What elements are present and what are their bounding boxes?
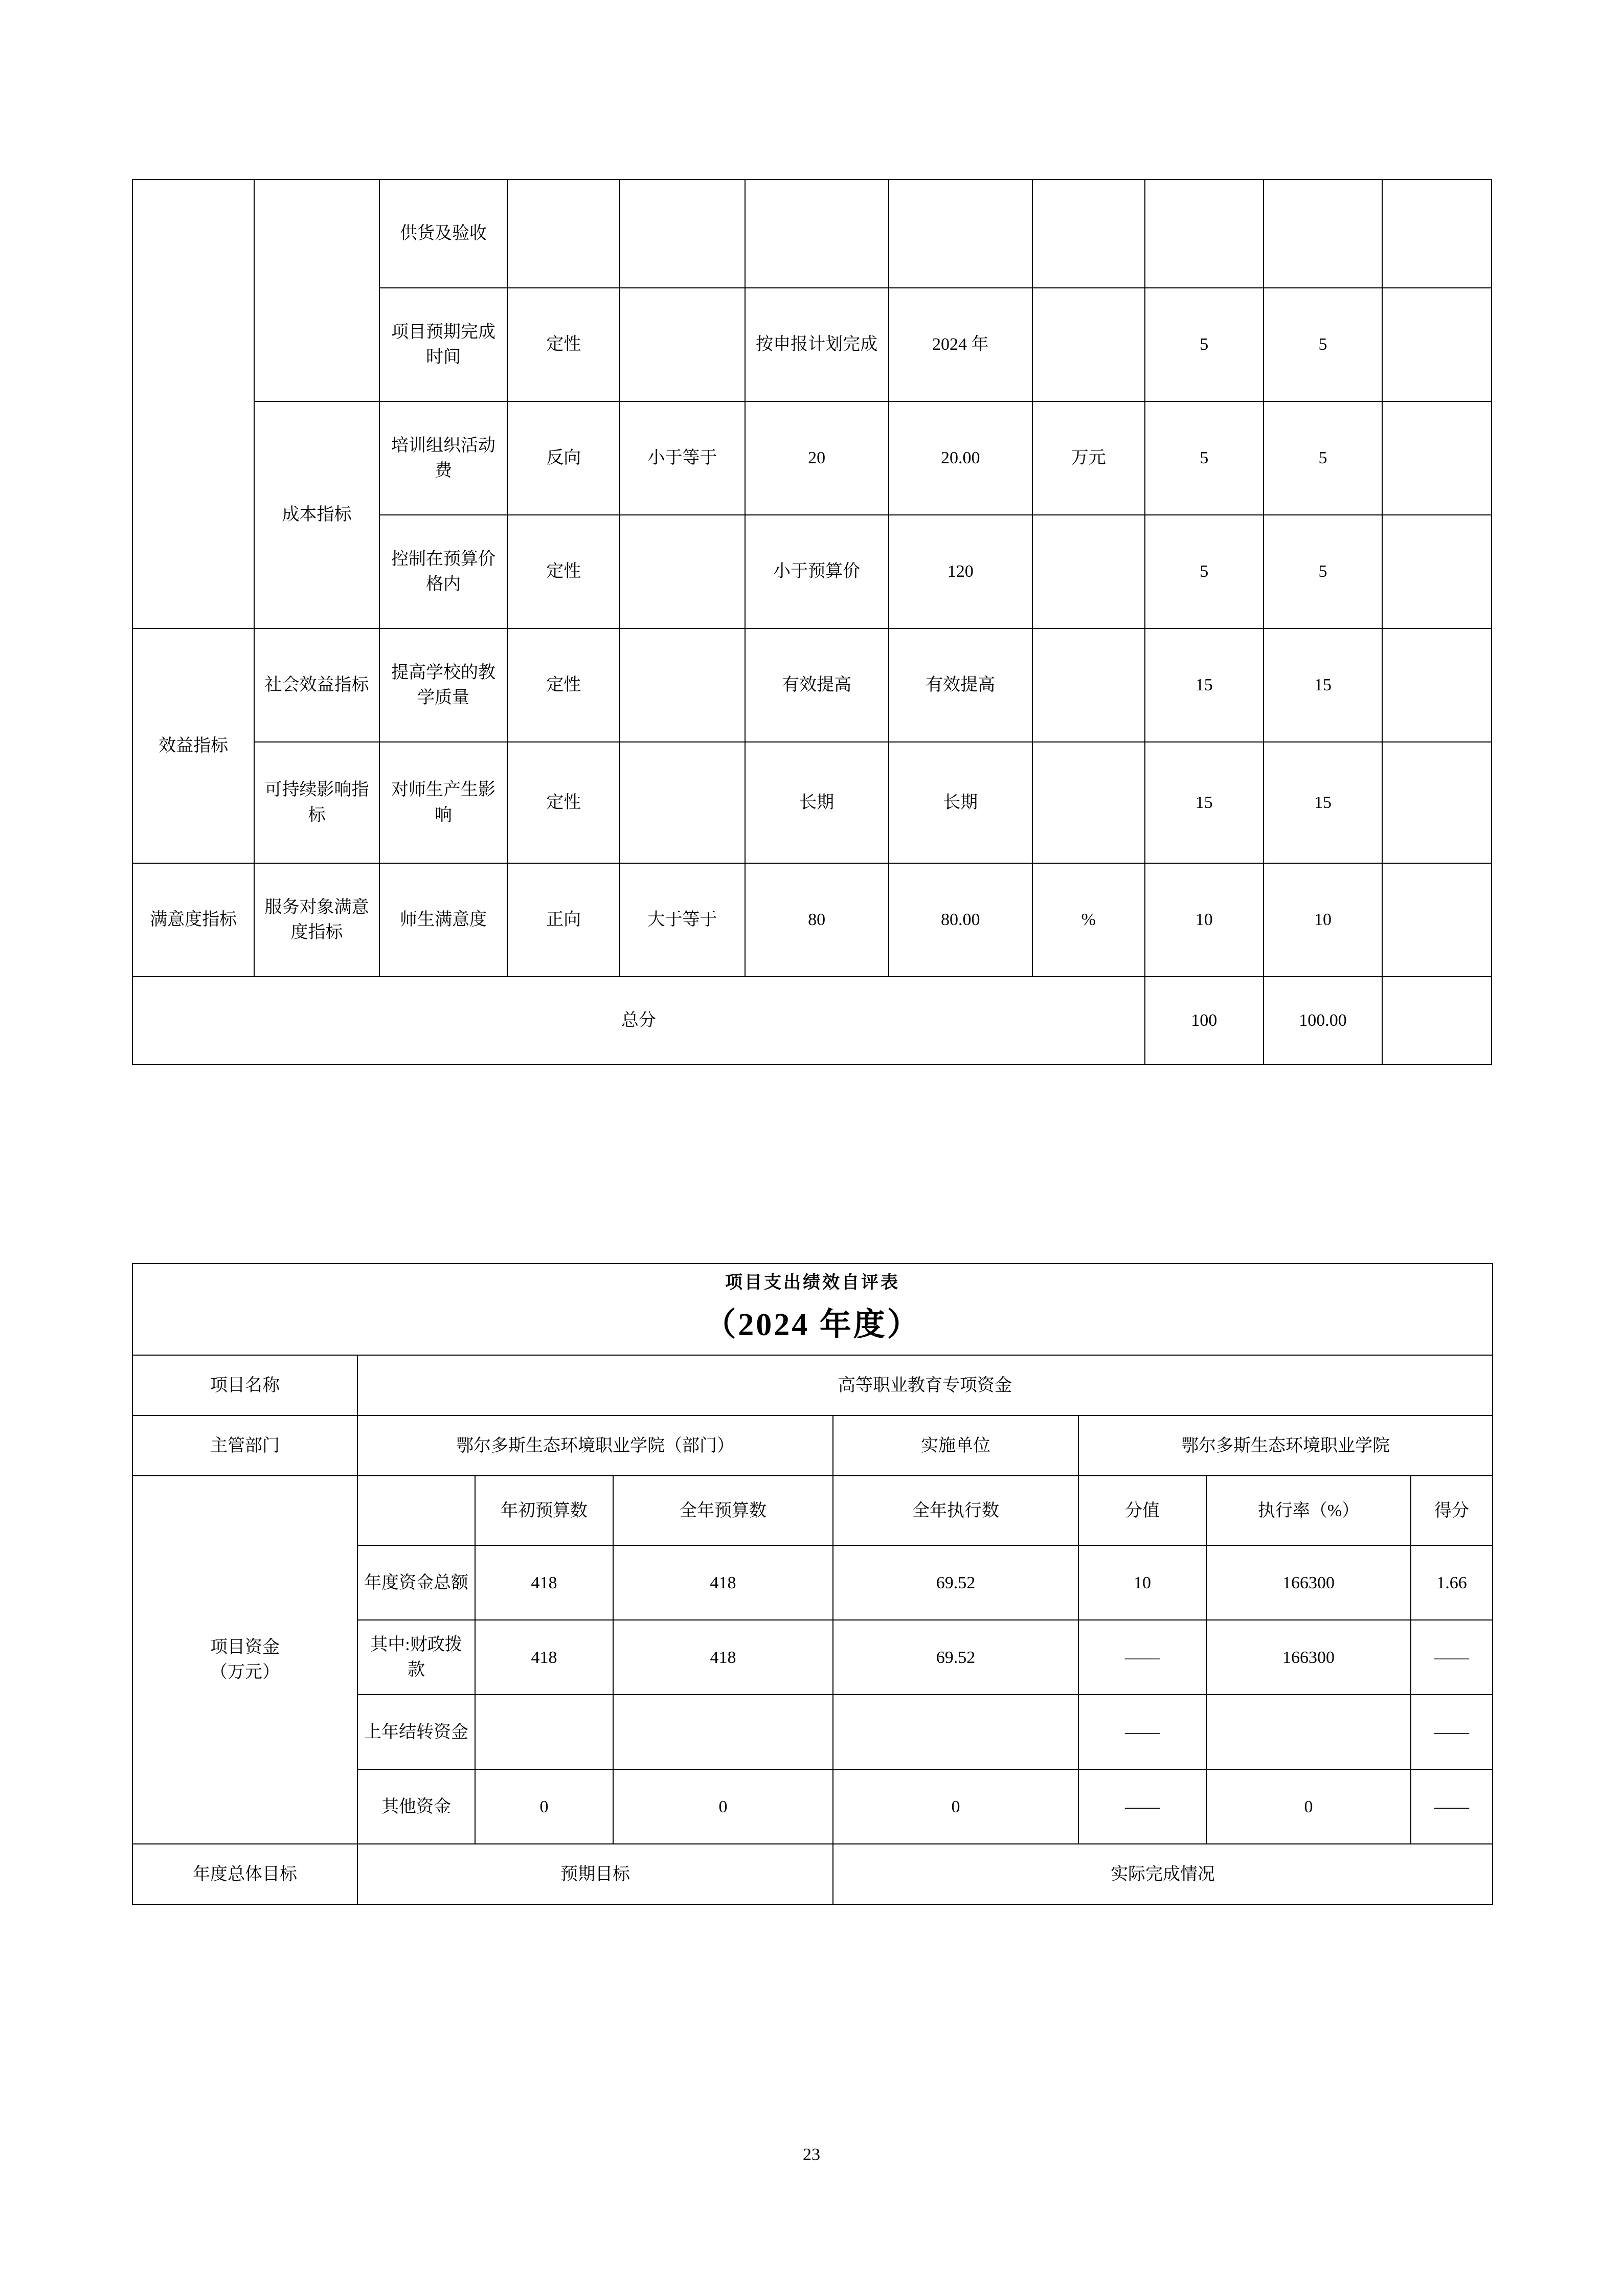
- cell-target: 80: [745, 863, 889, 977]
- cell-unit: [1032, 742, 1145, 863]
- fund-row-label: 其中:财政拨款: [357, 1620, 475, 1695]
- cell-subcategory: [254, 179, 379, 401]
- fund-row-label: 其他资金: [357, 1769, 475, 1844]
- table-row: [132, 863, 1492, 977]
- cell-score: 5: [1264, 515, 1382, 628]
- unit-value: 鄂尔多斯生态环境职业学院: [1078, 1415, 1493, 1476]
- cell-indicator-name: 控制在预算价格内: [379, 515, 508, 628]
- header-begin-budget: 年初预算数: [475, 1476, 613, 1545]
- total-actual-score: 100.00: [1264, 977, 1382, 1065]
- header-score-value: 分值: [1078, 1476, 1206, 1545]
- cell-unit: [1032, 515, 1145, 628]
- cell-subcategory: 可持续影响指标: [254, 742, 379, 863]
- cell-operator: [620, 628, 745, 742]
- cell-score: 15: [1264, 628, 1382, 742]
- cell-operator: 小于等于: [620, 401, 745, 515]
- fund-score: ——: [1411, 1695, 1493, 1769]
- fund-row-label: 年度资金总额: [357, 1545, 475, 1620]
- fund-year-budget: 0: [613, 1769, 833, 1844]
- fund-begin-budget: [475, 1695, 613, 1769]
- cell-score-value: 10: [1145, 863, 1264, 977]
- total-remark: [1382, 977, 1492, 1065]
- project-name-value: 高等职业教育专项资金: [357, 1355, 1493, 1415]
- cell-remark: [1382, 401, 1492, 515]
- title-line-2: （2024 年度）: [704, 1308, 921, 1343]
- title-line-1: 项目支出绩效自评表: [725, 1273, 900, 1292]
- funds-label-line-1: 项目资金: [210, 1637, 280, 1657]
- cell-indicator-name: 项目预期完成时间: [379, 288, 508, 401]
- table-row-total: [132, 977, 1492, 1065]
- cell-score-value: 15: [1145, 742, 1264, 863]
- cell-type: 定性: [507, 628, 620, 742]
- cell-subcategory: 成本指标: [254, 401, 379, 628]
- cell-subcategory: 社会效益指标: [254, 628, 379, 742]
- fund-score: ——: [1411, 1620, 1493, 1695]
- cell-type: 正向: [507, 863, 620, 977]
- indicator-table-container: [132, 179, 1492, 1065]
- cell-unit: 万元: [1032, 401, 1145, 515]
- header-year-budget: 全年预算数: [613, 1476, 833, 1545]
- cell-remark: [1382, 863, 1492, 977]
- fund-year-exec: 0: [833, 1769, 1078, 1844]
- fund-begin-budget: 418: [475, 1620, 613, 1695]
- table-row: [132, 401, 1492, 515]
- cell-actual: [889, 179, 1032, 288]
- cell-indicator-name: 提高学校的教学质量: [379, 628, 508, 742]
- cell-remark: [1382, 515, 1492, 628]
- table-row: [132, 179, 1492, 288]
- funds-header-row: [132, 1476, 1493, 1545]
- evaluation-table: [132, 1263, 1493, 1905]
- cell-score-value: 5: [1145, 401, 1264, 515]
- cell-remark: [1382, 179, 1492, 288]
- cell-operator: [620, 515, 745, 628]
- cell-remark: [1382, 628, 1492, 742]
- cell-operator: 大于等于: [620, 863, 745, 977]
- cell-type: 定性: [507, 288, 620, 401]
- cell-indicator-name: 对师生产生影响: [379, 742, 508, 863]
- fund-exec-rate: 166300: [1206, 1545, 1411, 1620]
- cell-actual: 20.00: [889, 401, 1032, 515]
- fund-year-budget: [613, 1695, 833, 1769]
- cell-actual: 80.00: [889, 863, 1032, 977]
- fund-year-budget: 418: [613, 1620, 833, 1695]
- fund-score-value: ——: [1078, 1769, 1206, 1844]
- fund-year-budget: 418: [613, 1545, 833, 1620]
- dept-label: 主管部门: [132, 1415, 357, 1476]
- cell-target: 按申报计划完成: [745, 288, 889, 401]
- overall-goal-row: [132, 1844, 1493, 1904]
- cell-score-value: [1145, 179, 1264, 288]
- cell-operator: [620, 179, 745, 288]
- cell-category: [132, 179, 254, 628]
- cell-score-value: 15: [1145, 628, 1264, 742]
- fund-begin-budget: 418: [475, 1545, 613, 1620]
- cell-unit: %: [1032, 863, 1145, 977]
- evaluation-table-container: [132, 1263, 1492, 1905]
- total-score-value: 100: [1145, 977, 1264, 1065]
- cell-category: 满意度指标: [132, 863, 254, 977]
- cell-subcategory: 服务对象满意度指标: [254, 863, 379, 977]
- table-row: [132, 628, 1492, 742]
- project-name-row: [132, 1355, 1493, 1415]
- cell-unit: [1032, 288, 1145, 401]
- cell-type: [507, 179, 620, 288]
- cell-type: 定性: [507, 742, 620, 863]
- fund-score-value: ——: [1078, 1620, 1206, 1695]
- page-number: 23: [803, 2145, 820, 2164]
- cell-indicator-name: 师生满意度: [379, 863, 508, 977]
- cell-type: 反向: [507, 401, 620, 515]
- cell-score: 5: [1264, 401, 1382, 515]
- fund-exec-rate: [1206, 1695, 1411, 1769]
- cell-actual: 长期: [889, 742, 1032, 863]
- cell-score-value: 5: [1145, 288, 1264, 401]
- project-name-label: 项目名称: [132, 1355, 357, 1415]
- fund-row-label: 上年结转资金: [357, 1695, 475, 1769]
- cell-score: 10: [1264, 863, 1382, 977]
- table-row: [132, 742, 1492, 863]
- cell-target: 小于预算价: [745, 515, 889, 628]
- dept-value: 鄂尔多斯生态环境职业学院（部门）: [357, 1415, 833, 1476]
- cell-target: 长期: [745, 742, 889, 863]
- cell-target: 有效提高: [745, 628, 889, 742]
- header-exec-rate: 执行率（%）: [1206, 1476, 1411, 1545]
- unit-label: 实施单位: [833, 1415, 1078, 1476]
- cell-target: 20: [745, 401, 889, 515]
- cell-operator: [620, 742, 745, 863]
- fund-exec-rate: 0: [1206, 1769, 1411, 1844]
- cell-category: 效益指标: [132, 628, 254, 863]
- cell-actual: 有效提高: [889, 628, 1032, 742]
- cell-remark: [1382, 288, 1492, 401]
- header-score: 得分: [1411, 1476, 1493, 1545]
- fund-score-value: ——: [1078, 1695, 1206, 1769]
- cell-score: 5: [1264, 288, 1382, 401]
- title-row: [132, 1264, 1493, 1355]
- total-label: 总分: [132, 977, 1145, 1065]
- cell-score-value: 5: [1145, 515, 1264, 628]
- cell-score: 15: [1264, 742, 1382, 863]
- cell-score: [1264, 179, 1382, 288]
- cell-target: [745, 179, 889, 288]
- cell-unit: [1032, 628, 1145, 742]
- funds-label: [132, 1476, 357, 1844]
- fund-exec-rate: 166300: [1206, 1620, 1411, 1695]
- funds-label-line-2: （万元）: [210, 1663, 280, 1682]
- expected-goal-label: 预期目标: [357, 1844, 833, 1904]
- indicator-table: [132, 179, 1492, 1065]
- cell-actual: 2024 年: [889, 288, 1032, 401]
- document-title: [132, 1264, 1493, 1355]
- cell-indicator-name: 培训组织活动费: [379, 401, 508, 515]
- cell-type: 定性: [507, 515, 620, 628]
- header-year-exec: 全年执行数: [833, 1476, 1078, 1545]
- fund-begin-budget: 0: [475, 1769, 613, 1844]
- fund-year-exec: 69.52: [833, 1620, 1078, 1695]
- cell-actual: 120: [889, 515, 1032, 628]
- overall-goal-label: 年度总体目标: [132, 1844, 357, 1904]
- fund-score: 1.66: [1411, 1545, 1493, 1620]
- fund-score-value: 10: [1078, 1545, 1206, 1620]
- cell-unit: [1032, 179, 1145, 288]
- cell-remark: [1382, 742, 1492, 863]
- cell-indicator-name: 供货及验收: [379, 179, 508, 288]
- cell-operator: [620, 288, 745, 401]
- fund-year-exec: 69.52: [833, 1545, 1078, 1620]
- fund-score: ——: [1411, 1769, 1493, 1844]
- funds-header-spacer: [357, 1476, 475, 1545]
- fund-year-exec: [833, 1695, 1078, 1769]
- department-row: [132, 1415, 1493, 1476]
- actual-completion-label: 实际完成情况: [833, 1844, 1493, 1904]
